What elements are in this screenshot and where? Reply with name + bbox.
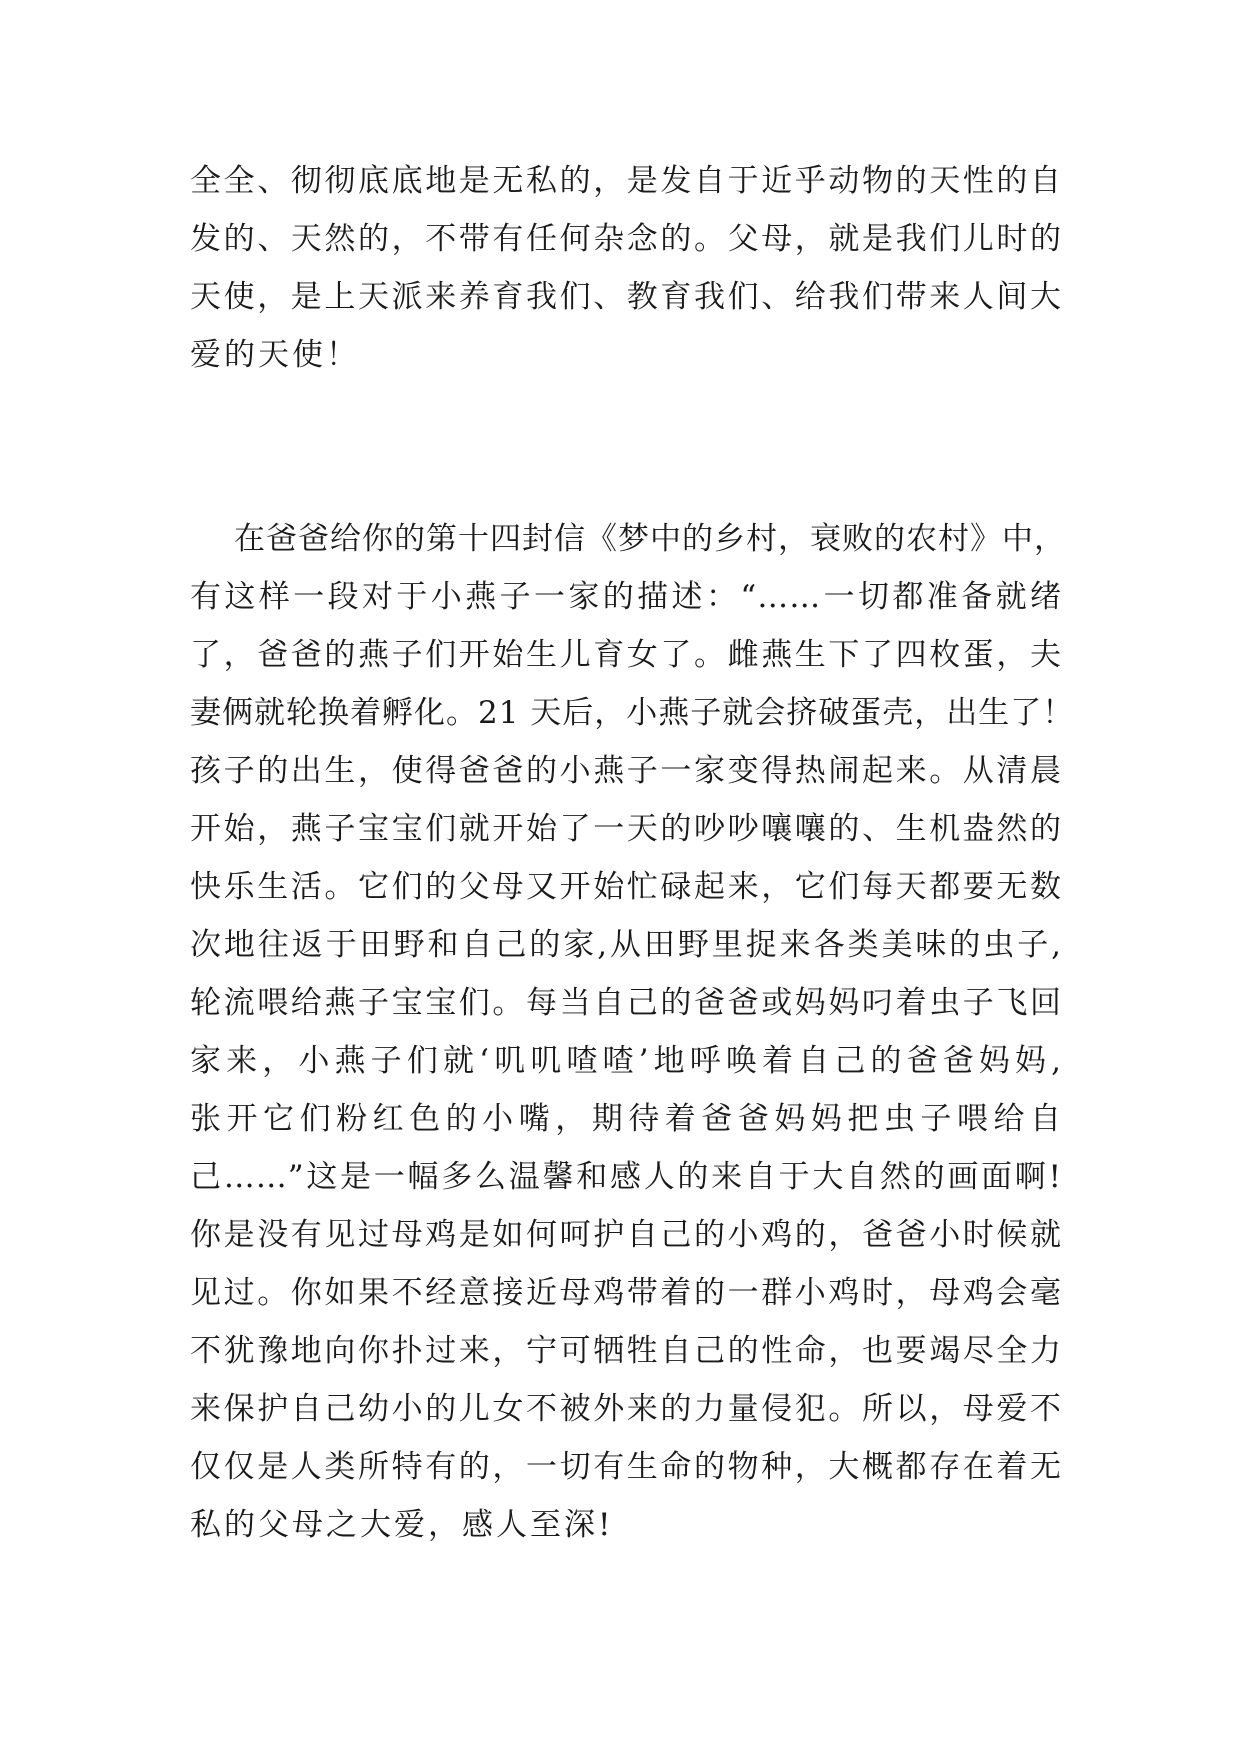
paragraph-2-line: 私的父母之大爱，感人至深! [190,1507,614,1543]
paragraph-2-line: 家来，小燕子们就‘叽叽喳喳’地呼唤着自己的爸爸妈妈, [190,1043,1062,1079]
paragraph-2 [190,510,1075,1554]
paragraph-2-line: 妻俩就轮换着孵化。21 天后，小燕子就会挤破蛋壳，出生了！ [190,695,1075,731]
paragraph-2-line: 见过。你如果不经意接近母鸡带着的一群小鸡时，母鸡会毫 [190,1275,1062,1311]
paragraph-2-line: 来保护自己幼小的儿女不被外来的力量侵犯。所以，母爱不 [190,1391,1062,1427]
paragraph-2-line: 仅仅是人类所特有的，一切有生命的物种，大概都存在着无 [190,1449,1062,1485]
paragraph-2-line: 有这样一段对于小燕子一家的描述：“……一切都准备就绪 [190,579,1062,615]
paragraph-2-line: 次地往返于田野和自己的家,从田野里捉来各类美味的虫子, [190,927,1062,963]
paragraph-2-line: 你是没有见过母鸡是如何呵护自己的小鸡的，爸爸小时候就 [190,1217,1062,1253]
paragraph-2-line: 孩子的出生，使得爸爸的小燕子一家变得热闹起来。从清晨 [190,753,1062,789]
paragraph-1-line: 全全、彻彻底底地是无私的，是发自于近乎动物的天性的自 [190,163,1062,199]
paragraph-2-line: 轮流喂给燕子宝宝们。每当自己的爸爸或妈妈叼着虫子飞回 [190,985,1062,1021]
paragraph-2-line: 在爸爸给你的第十四封信《梦中的乡村，衰败的农村》中， [234,521,1066,557]
paragraph-2-line: 不犹豫地向你扑过来，宁可牺牲自己的性命，也要竭尽全力 [190,1333,1062,1369]
paragraph-2-line: 己……”这是一幅多么温馨和感人的来自于大自然的画面啊! [190,1159,1062,1195]
paragraph-1-line: 爱的天使！ [190,337,360,373]
paragraph-1 [190,152,1062,384]
paragraph-1-line: 发的、天然的，不带有任何杂念的。父母，就是我们儿时的 [190,221,1062,257]
paragraph-2-line: 快乐生活。它们的父母又开始忙碌起来，它们每天都要无数 [190,869,1062,905]
paragraph-2-line: 张开它们粉红色的小嘴，期待着爸爸妈妈把虫子喂给自 [190,1101,1062,1137]
paragraph-2-line: 了，爸爸的燕子们开始生儿育女了。雌燕生下了四枚蛋，夫 [190,637,1062,673]
paragraph-2-line: 开始，燕子宝宝们就开始了一天的吵吵嚷嚷的、生机盎然的 [190,811,1062,847]
paragraph-1-line: 天使，是上天派来养育我们、教育我们、给我们带来人间大 [190,279,1062,315]
